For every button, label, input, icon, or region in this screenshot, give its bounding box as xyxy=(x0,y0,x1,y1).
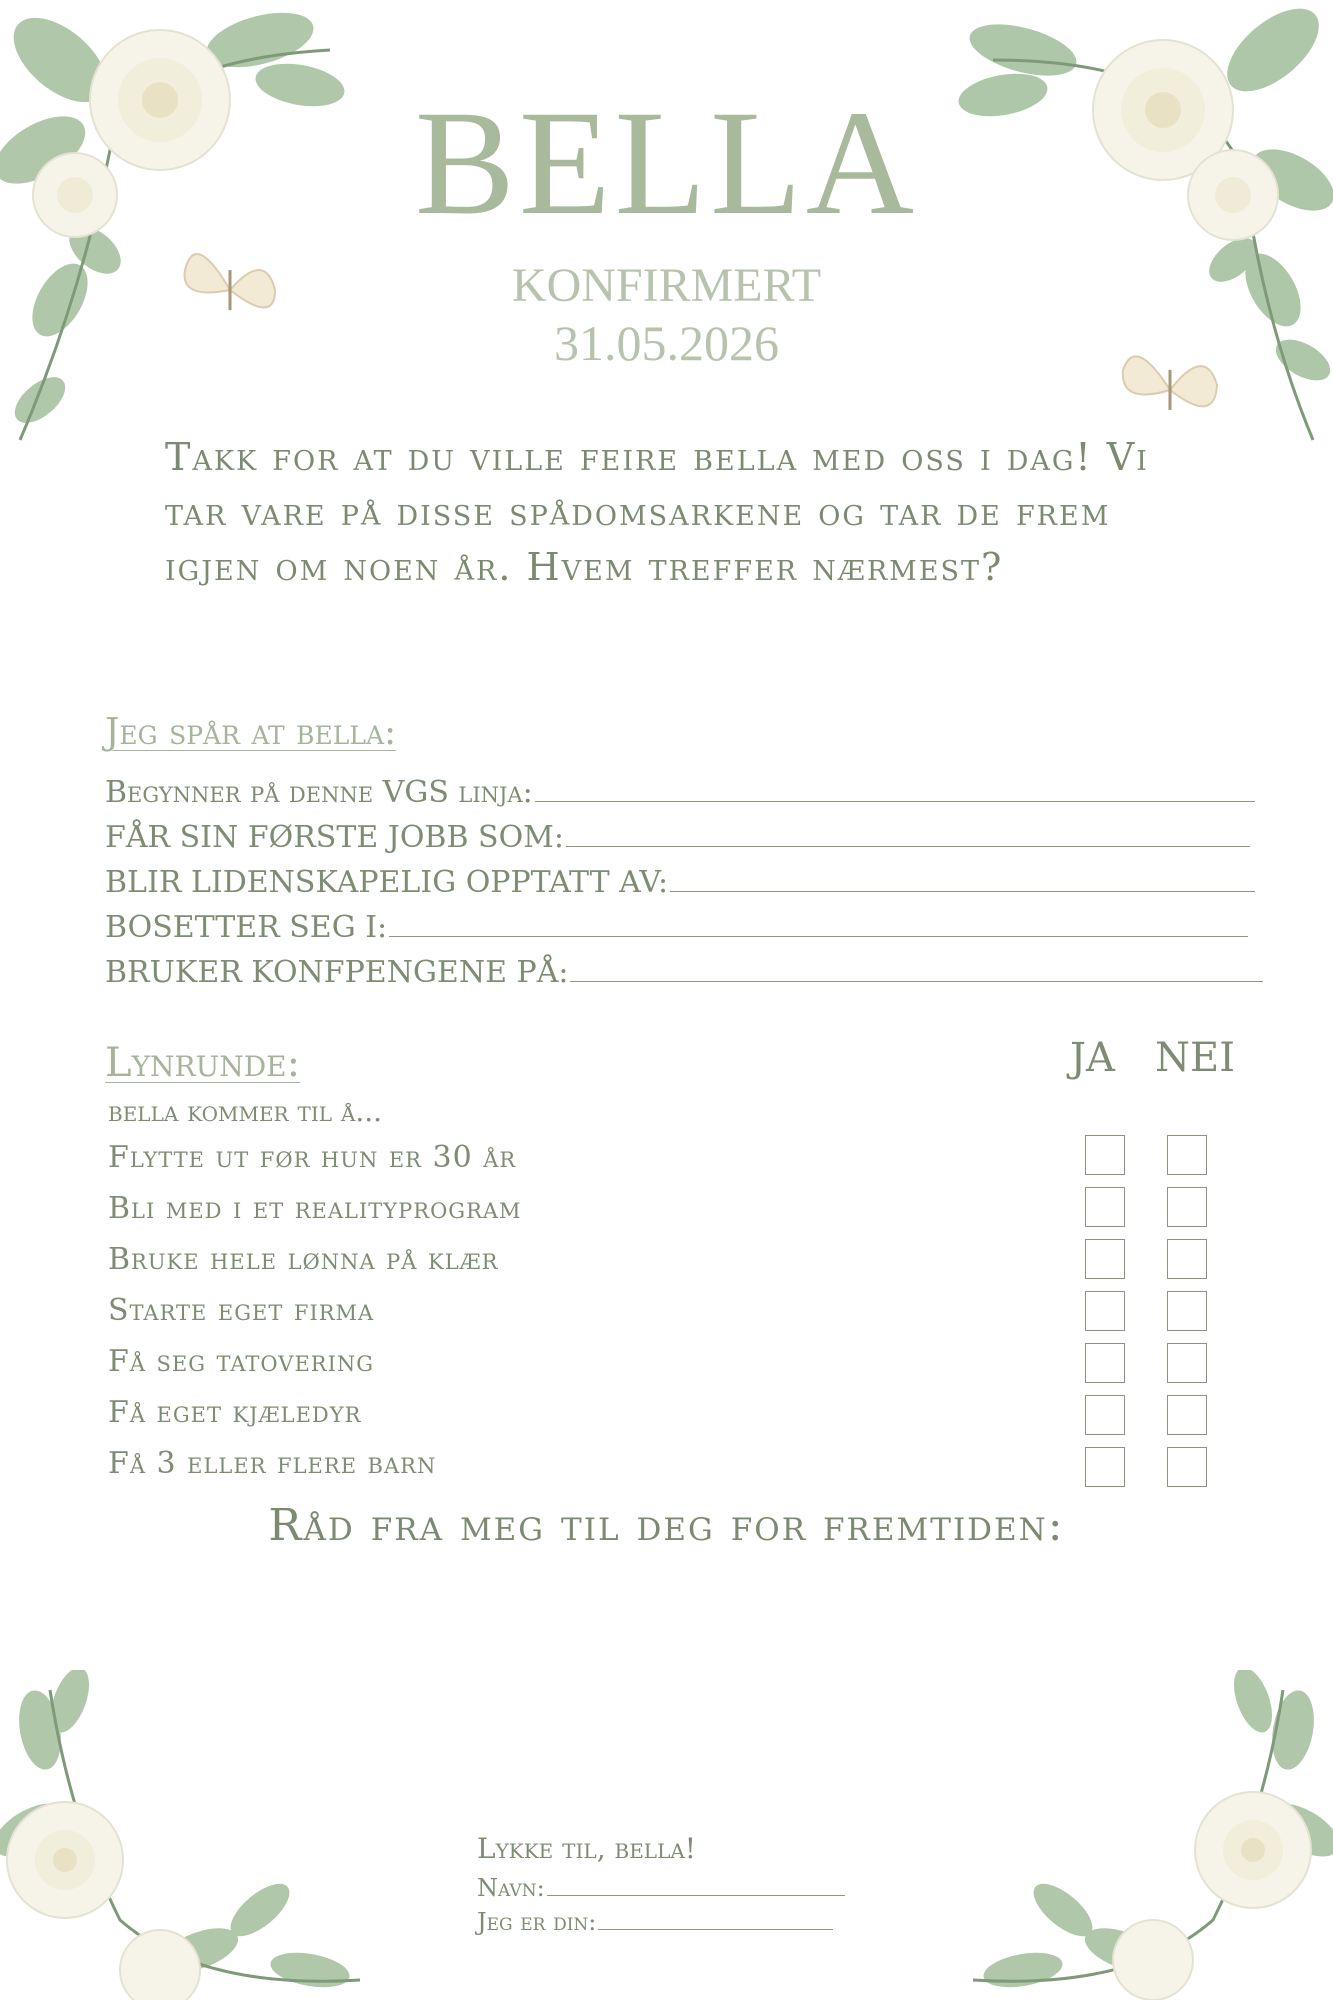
prediction-line[interactable] xyxy=(105,905,1248,945)
quick-round-item: Få 3 eller flere barn xyxy=(108,1446,437,1481)
quick-round-item: Få eget kjæledyr xyxy=(108,1395,362,1430)
prediction-line[interactable] xyxy=(105,815,1250,855)
prediction-line[interactable] xyxy=(105,860,1255,900)
quick-round-item: Starte eget firma xyxy=(108,1293,375,1328)
quick-round-item: Flytte ut før hun er 30 år xyxy=(108,1140,517,1175)
prediction-label: BRUKER KONFPENGENE PÅ: xyxy=(105,955,569,990)
column-no-label: NEI xyxy=(1155,1035,1235,1081)
advice-writing-area[interactable] xyxy=(200,1570,1133,1780)
event-label: KONFIRMERT xyxy=(511,259,822,312)
relation-label: Jeg er din: xyxy=(477,1908,597,1936)
signature-name-line[interactable] xyxy=(477,1872,845,1902)
signature-relation-line[interactable] xyxy=(477,1906,833,1936)
quick-round-heading: Lynrunde: xyxy=(105,1040,301,1086)
closing-greeting: Lykke til, bella! xyxy=(477,1832,697,1865)
prediction-label: BOSETTER SEG I: xyxy=(105,910,388,945)
checkbox-yes[interactable] xyxy=(1085,1343,1125,1383)
quick-round-item: Bli med i et realityprogram xyxy=(108,1191,522,1226)
prediction-line[interactable] xyxy=(105,770,1255,810)
checkbox-no[interactable] xyxy=(1167,1135,1207,1175)
prediction-line[interactable] xyxy=(105,950,1263,990)
prediction-label: FÅR SIN FØRSTE JOBB SOM: xyxy=(105,820,565,855)
checkbox-no[interactable] xyxy=(1167,1395,1207,1435)
checkbox-yes[interactable] xyxy=(1085,1135,1125,1175)
quick-round-item: Få seg tatovering xyxy=(108,1344,375,1379)
name-label: Navn: xyxy=(477,1874,545,1902)
prediction-label: BLIR LIDENSKAPELIG OPPTATT AV: xyxy=(105,865,669,900)
checkbox-yes[interactable] xyxy=(1085,1187,1125,1227)
checkbox-yes[interactable] xyxy=(1085,1447,1125,1487)
checkbox-yes[interactable] xyxy=(1085,1239,1125,1279)
intro-text: Takk for at du ville feire bella med oss i dag! Vi tar vare på disse spådomsarkene og tar de frem igjen om noen år. Hvem treffer nærmest? xyxy=(165,435,1149,589)
predictions-heading: Jeg spår at bella: xyxy=(105,712,397,753)
checkbox-no[interactable] xyxy=(1167,1239,1207,1279)
checkbox-yes[interactable] xyxy=(1085,1291,1125,1331)
checkbox-no[interactable] xyxy=(1167,1291,1207,1331)
quick-round-intro: bella kommer til å... xyxy=(108,1095,383,1128)
quick-round-item: Bruke hele lønna på klær xyxy=(108,1242,499,1277)
column-yes-label: JA xyxy=(1070,1035,1115,1081)
page-title: BELLA xyxy=(414,80,919,246)
advice-heading: Råd fra meg til deg for fremtiden: xyxy=(268,1500,1065,1551)
checkbox-no[interactable] xyxy=(1167,1343,1207,1383)
checkbox-yes[interactable] xyxy=(1085,1395,1125,1435)
prediction-label: Begynner på denne VGS linja: xyxy=(105,775,533,810)
event-date: 31.05.2026 xyxy=(554,315,779,371)
checkbox-no[interactable] xyxy=(1167,1187,1207,1227)
checkbox-no[interactable] xyxy=(1167,1447,1207,1487)
